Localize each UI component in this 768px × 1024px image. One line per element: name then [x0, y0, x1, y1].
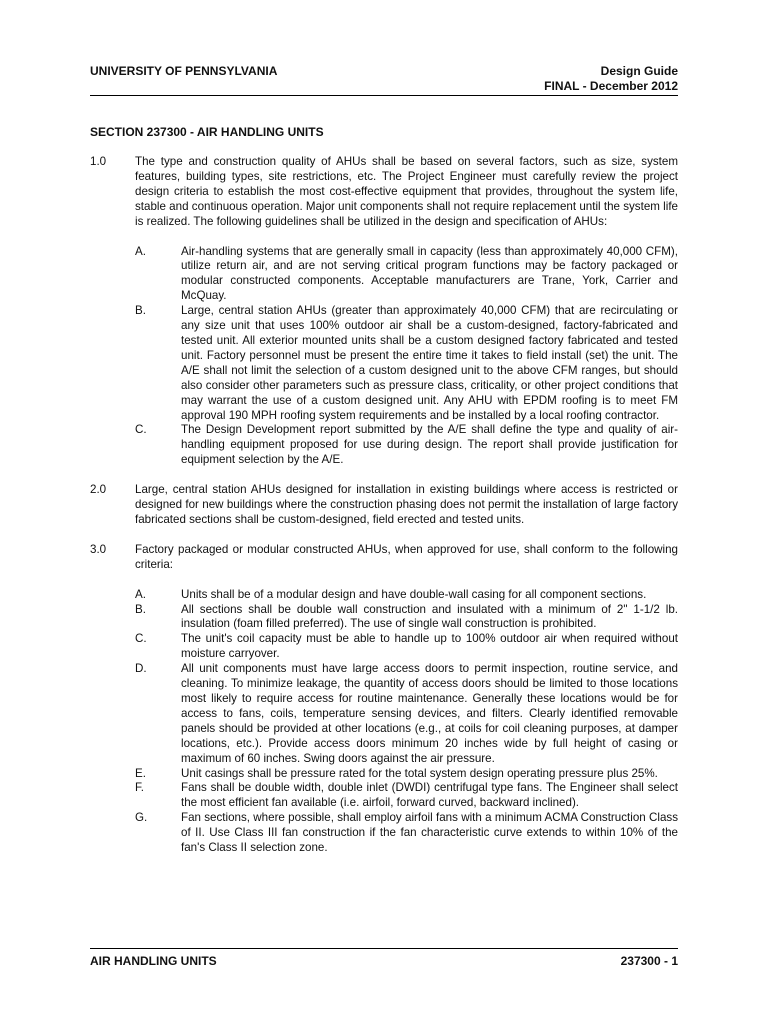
paragraph-number: 2.0 — [90, 483, 107, 497]
list-item — [135, 662, 678, 766]
paragraph-number: 1.0 — [90, 155, 107, 168]
list-item-letter: A. — [135, 587, 146, 601]
list-item-letter: F. — [135, 781, 145, 795]
footer-title: AIR HANDLING UNITS — [90, 954, 217, 968]
list-item-text: The Design Development report submitted by the A/E shall define the type and quality of air-handling equipment proposed for use during design. The report shall provide justification for equipment selection by the A/E. — [181, 423, 678, 467]
list-item — [135, 423, 678, 468]
list-item-text: Unit casings shall be pressure rated for the total system design operating pressure plus 25%. — [181, 766, 658, 780]
list-item — [135, 767, 678, 782]
header-organization: UNIVERSITY OF PENNSYLVANIA — [90, 64, 278, 78]
list-item-text: All unit components must have large access doors to permit inspection, routine service, and cleaning. To minimize leakage, the quantity of access doors should be limited to those locations most likely to require access for routine maintenance. Generally these locations would be for access to fans, coils, temperature sensing devices, and filters. Clearly identified removable panels should be provided at other locations (e.g., at coils for coil cleaning purposes, at damper locations, etc.). Provide access doors minimum 20 inches wide by full height of casing or maximum of 60 inches. Swing doors against the air pressure. — [181, 662, 678, 765]
list-item-letter: B. — [135, 304, 146, 318]
list-item-letter: E. — [135, 766, 146, 780]
paragraph-text: Factory packaged or modular constructed AHUs, when approved for use, shall conform to the following criteria: — [135, 542, 678, 571]
list-item-text: Fan sections, where possible, shall employ airfoil fans with a minimum ACMA Construction Class of II. Use Class III fan construction if the fan characteristic curve extends to within 10% of the fan's Class II selection zone. — [181, 811, 678, 855]
list-item — [135, 811, 678, 856]
document-body — [90, 155, 678, 856]
list-item-letter: B. — [135, 602, 146, 616]
list-item — [135, 245, 678, 305]
list-item-letter: C. — [135, 423, 147, 437]
list-item-letter: C. — [135, 632, 147, 646]
header-rule — [90, 95, 678, 96]
list-item-letter: D. — [135, 662, 147, 676]
list-item — [135, 304, 678, 423]
paragraph-text: Large, central station AHUs designed for installation in existing buildings where access is restricted or designed for new buildings where the construction phasing does not permit the installation of large factory fabricated sections shall be custom-designed, field erected and tested units. — [135, 483, 678, 526]
list-item-letter: G. — [135, 811, 148, 825]
paragraph-2-0 — [90, 483, 678, 528]
header-doc-type: Design Guide — [600, 64, 678, 78]
page-number: 237300 - 1 — [620, 954, 678, 968]
list-item-text: Fans shall be double width, double inlet (DWDI) centrifugal type fans. The Engineer shall select the most efficient fan available (i.e. airfoil, forward curved, backward inclined). — [181, 781, 678, 810]
paragraph-number: 3.0 — [90, 542, 107, 556]
paragraph-text: The type and construction quality of AHUs shall be based on several factors, such as size, system features, building types, site restrictions, etc. The Project Engineer must carefully review the project design criteria to establish the most cost-effective equipment that provides, throughout the system life, stable and continuous operation. Major unit components shall not require replacement until the system life is realized. The following guidelines shall be utilized in the design and specification of AHUs: — [135, 155, 678, 228]
paragraph-1-0 — [90, 155, 678, 230]
section-title: SECTION 237300 - AIR HANDLING UNITS — [90, 125, 324, 139]
list-item — [135, 603, 678, 633]
list-item-text: All sections shall be double wall construction and insulated with a minimum of 2" 1-1/2 lb. insulation (foam filled preferred). The use of single wall construction is prohibited. — [181, 602, 678, 631]
list-item-text: Air-handling systems that are generally small in capacity (less than approximately 40,000 CFM), utilize return air, and are not serving critical program functions may be factory packaged or modular constructed components. Acceptable manufacturers are Trane, York, Carrier and McQuay. — [181, 244, 678, 303]
header-edition: FINAL - December 2012 — [544, 79, 678, 93]
list-item-text: Units shall be of a modular design and have double-wall casing for all component sections. — [181, 587, 647, 601]
list-item-text: The unit's coil capacity must be able to handle up to 100% outdoor air when required without moisture carryover. — [181, 632, 678, 661]
list-item-letter: A. — [135, 244, 146, 258]
list-item — [135, 632, 678, 662]
list-item — [135, 588, 678, 603]
paragraph-3-0 — [90, 543, 678, 573]
footer-rule — [90, 948, 678, 949]
list-item — [135, 781, 678, 811]
list-item-text: Large, central station AHUs (greater than approximately 40,000 CFM) that are recirculating or any size unit that uses 100% outdoor air shall be a custom-designed, factory-fabricated and tested unit. All exterior mounted units shall be a custom designed factory fabricated and tested unit. Factory personnel must be present the entire time it takes to field install (set) the unit. The A/E shall not limit the selection of a custom designed unit to the above CFM ranges, but should also consider other parameters such as pressure class, criticality, or other project conditions that may warrant the use of a custom designed unit. Any AHU with EPDM roofing is to meet FM approval 190 MPH roofing system requirements and be installed by a local roofing contractor. — [181, 304, 678, 422]
